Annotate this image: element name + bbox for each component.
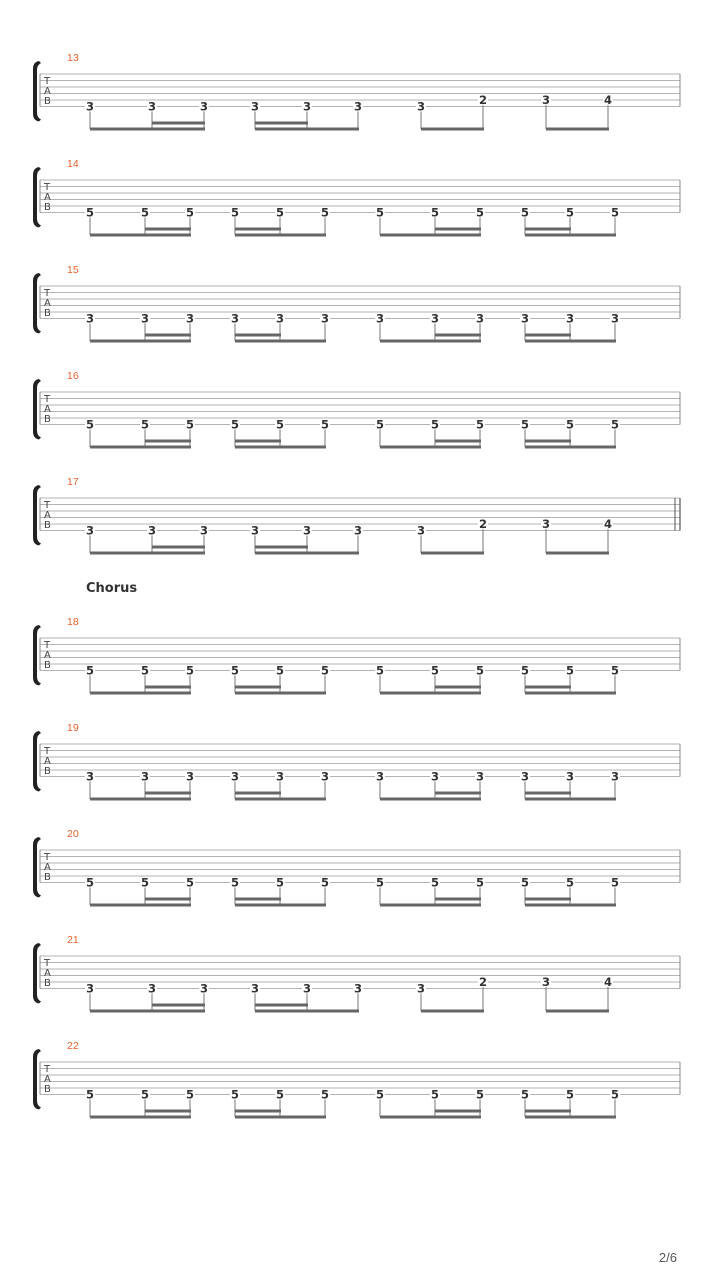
sixteenth-beam [435,228,481,231]
fret-number: 3 [250,99,260,114]
beam [255,1010,359,1013]
beam [235,234,326,237]
fret-number: 5 [140,875,150,890]
tab-clef-letter: T [44,182,51,193]
beam [235,798,326,801]
tab-clef-letter: A [44,968,51,979]
sixteenth-beam [525,686,571,689]
tab-clef-letter: A [44,404,51,415]
beam [90,904,191,907]
tab-clef-letter: A [44,510,51,521]
tab-clef-letter: T [44,1064,51,1075]
beam [546,1010,609,1013]
fret-number: 5 [520,875,530,890]
beam [380,340,481,343]
beam [525,904,616,907]
sixteenth-beam [145,334,191,337]
tab-clef-letter: T [44,76,51,87]
tab-clef-letter: T [44,640,51,651]
tab-clef-letter: A [44,650,51,661]
fret-number: 3 [416,523,426,538]
sixteenth-beam [525,898,571,901]
fret-number: 3 [565,769,575,784]
fret-number: 5 [375,205,385,220]
fret-number: 3 [430,311,440,326]
fret-number: 3 [353,523,363,538]
fret-number: 3 [541,517,551,531]
beam [525,1116,616,1119]
fret-number: 5 [85,417,95,432]
tab-clef-letter: T [44,288,51,299]
beam [380,692,481,695]
fret-number: 3 [85,99,95,114]
measure-number: 17 [67,476,79,488]
sixteenth-beam [145,440,191,443]
tab-clef-letter: B [44,978,51,989]
fret-number: 3 [85,311,95,326]
measure-number: 13 [67,52,79,64]
tab-clef-letter: B [44,308,51,319]
fret-number: 5 [475,875,485,890]
beam [235,1116,326,1119]
sixteenth-beam [152,546,205,549]
fret-number: 3 [147,523,157,538]
fret-number: 5 [185,875,195,890]
sixteenth-beam [145,792,191,795]
section-label-chorus: Chorus [86,581,138,596]
fret-number: 3 [230,311,240,326]
fret-number: 5 [375,1087,385,1102]
fret-number: 4 [603,517,613,531]
fret-number: 3 [185,769,195,784]
beam [380,904,481,907]
fret-number: 3 [199,523,209,538]
sixteenth-beam [235,792,281,795]
fret-number: 3 [565,311,575,326]
fret-number: 2 [478,517,488,531]
sixteenth-beam [435,898,481,901]
fret-number: 5 [565,1087,575,1102]
tab-clef-letter: A [44,192,51,203]
beam [90,798,191,801]
fret-number: 3 [147,99,157,114]
fret-number: 5 [185,1087,195,1102]
beam [235,692,326,695]
sixteenth-beam [152,122,205,125]
beam [90,552,205,555]
fret-number: 5 [320,205,330,220]
sixteenth-beam [152,1004,205,1007]
beam [235,446,326,449]
sixteenth-beam [255,1004,308,1007]
tab-clef-letter: B [44,96,51,107]
beam [525,692,616,695]
beam [380,446,481,449]
sixteenth-beam [435,1110,481,1113]
fret-number: 3 [250,981,260,996]
fret-number: 3 [375,769,385,784]
beam [90,446,191,449]
measure-number: 18 [67,616,79,628]
beam [380,1116,481,1119]
fret-number: 5 [565,205,575,220]
fret-number: 3 [353,981,363,996]
fret-number: 3 [416,99,426,114]
beam [525,234,616,237]
fret-number: 3 [520,769,530,784]
fret-number: 5 [610,1087,620,1102]
fret-number: 5 [275,417,285,432]
fret-number: 5 [320,663,330,678]
tab-clef-letter: T [44,746,51,757]
sixteenth-beam [435,792,481,795]
fret-number: 3 [185,311,195,326]
sixteenth-beam [235,898,281,901]
sixteenth-beam [145,1110,191,1113]
sixteenth-beam [145,898,191,901]
beam [255,128,359,131]
fret-number: 3 [250,523,260,538]
fret-number: 5 [475,663,485,678]
sixteenth-beam [145,686,191,689]
tab-clef-letter: B [44,414,51,425]
fret-number: 5 [275,1087,285,1102]
measure-number: 15 [67,264,79,276]
sixteenth-beam [235,334,281,337]
tab-clef-letter: B [44,766,51,777]
fret-number: 5 [565,417,575,432]
sixteenth-beam [435,440,481,443]
sixteenth-beam [435,334,481,337]
fret-number: 3 [475,769,485,784]
fret-number: 3 [541,93,551,107]
tab-clef-letter: B [44,520,51,531]
fret-number: 5 [565,875,575,890]
fret-number: 3 [430,769,440,784]
fret-number: 3 [85,523,95,538]
beam [525,446,616,449]
fret-number: 3 [610,769,620,784]
beam [90,692,191,695]
beam [255,552,359,555]
tab-clef-letter: A [44,86,51,97]
fret-number: 3 [85,769,95,784]
measure-number: 20 [67,828,79,840]
tab-clef-letter: B [44,660,51,671]
measure-number: 16 [67,370,79,382]
fret-number: 3 [230,769,240,784]
tab-clef-letter: B [44,1084,51,1095]
fret-number: 5 [430,205,440,220]
beam [235,340,326,343]
fret-number: 3 [520,311,530,326]
fret-number: 5 [140,417,150,432]
tab-clef-letter: A [44,756,51,767]
fret-number: 5 [230,1087,240,1102]
fret-number: 3 [541,975,551,989]
fret-number: 5 [520,417,530,432]
beam [546,552,609,555]
beam [90,128,205,131]
fret-number: 5 [475,417,485,432]
fret-number: 3 [302,981,312,996]
fret-number: 5 [375,417,385,432]
page-number: 2/6 [658,1250,677,1265]
sixteenth-beam [525,1110,571,1113]
fret-number: 3 [475,311,485,326]
fret-number: 5 [520,663,530,678]
fret-number: 5 [185,417,195,432]
fret-number: 5 [320,875,330,890]
fret-number: 3 [302,523,312,538]
fret-number: 5 [610,417,620,432]
fret-number: 3 [375,311,385,326]
sixteenth-beam [255,122,308,125]
fret-number: 5 [610,875,620,890]
fret-number: 5 [375,875,385,890]
tab-clef-letter: T [44,852,51,863]
beam [525,798,616,801]
sixteenth-beam [525,792,571,795]
fret-number: 5 [520,1087,530,1102]
fret-number: 4 [603,975,613,989]
fret-number: 4 [603,93,613,107]
fret-number: 3 [416,981,426,996]
fret-number: 5 [475,1087,485,1102]
fret-number: 3 [320,311,330,326]
tab-clef-letter: T [44,394,51,405]
sixteenth-beam [235,1110,281,1113]
tab-clef-letter: B [44,202,51,213]
measure-number: 14 [67,158,79,170]
fret-number: 5 [230,663,240,678]
fret-number: 5 [275,205,285,220]
fret-number: 5 [430,1087,440,1102]
fret-number: 3 [275,311,285,326]
fret-number: 3 [199,99,209,114]
tab-clef-letter: B [44,872,51,883]
fret-number: 3 [275,769,285,784]
fret-number: 5 [140,1087,150,1102]
beam [421,1010,484,1013]
fret-number: 5 [85,875,95,890]
sixteenth-beam [255,546,308,549]
sixteenth-beam [235,440,281,443]
beam [380,798,481,801]
fret-number: 5 [430,875,440,890]
fret-number: 5 [85,1087,95,1102]
measure-number: 22 [67,1040,79,1052]
fret-number: 5 [85,205,95,220]
fret-number: 5 [140,663,150,678]
fret-number: 5 [610,205,620,220]
fret-number: 3 [353,99,363,114]
fret-number: 5 [475,205,485,220]
beam [525,340,616,343]
sixteenth-beam [525,440,571,443]
beam [421,128,484,131]
fret-number: 5 [140,205,150,220]
tab-clef-letter: A [44,298,51,309]
sixteenth-beam [525,334,571,337]
fret-number: 5 [85,663,95,678]
fret-number: 5 [230,875,240,890]
fret-number: 3 [140,311,150,326]
fret-number: 5 [185,205,195,220]
fret-number: 3 [302,99,312,114]
measure-number: 19 [67,722,79,734]
tab-clef-letter: T [44,500,51,511]
fret-number: 5 [610,663,620,678]
fret-number: 3 [140,769,150,784]
fret-number: 5 [320,417,330,432]
fret-number: 3 [320,769,330,784]
fret-number: 3 [610,311,620,326]
tab-clef-letter: A [44,862,51,873]
tab-clef-letter: A [44,1074,51,1085]
fret-number: 5 [430,417,440,432]
sixteenth-beam [235,228,281,231]
sixteenth-beam [145,228,191,231]
fret-number: 5 [520,205,530,220]
sixteenth-beam [235,686,281,689]
tab-clef-letter: T [44,958,51,969]
beam [90,1116,191,1119]
fret-number: 3 [85,981,95,996]
fret-number: 5 [230,417,240,432]
fret-number: 5 [430,663,440,678]
sixteenth-beam [435,686,481,689]
beam [546,128,609,131]
sixteenth-beam [525,228,571,231]
fret-number: 5 [565,663,575,678]
beam [90,1010,205,1013]
fret-number: 5 [230,205,240,220]
beam [90,234,191,237]
fret-number: 2 [478,93,488,107]
fret-number: 5 [275,875,285,890]
fret-number: 3 [199,981,209,996]
beam [421,552,484,555]
beam [235,904,326,907]
fret-number: 5 [375,663,385,678]
fret-number: 3 [147,981,157,996]
fret-number: 2 [478,975,488,989]
fret-number: 5 [275,663,285,678]
fret-number: 5 [320,1087,330,1102]
beam [380,234,481,237]
measure-number: 21 [67,934,79,946]
beam [90,340,191,343]
fret-number: 5 [185,663,195,678]
